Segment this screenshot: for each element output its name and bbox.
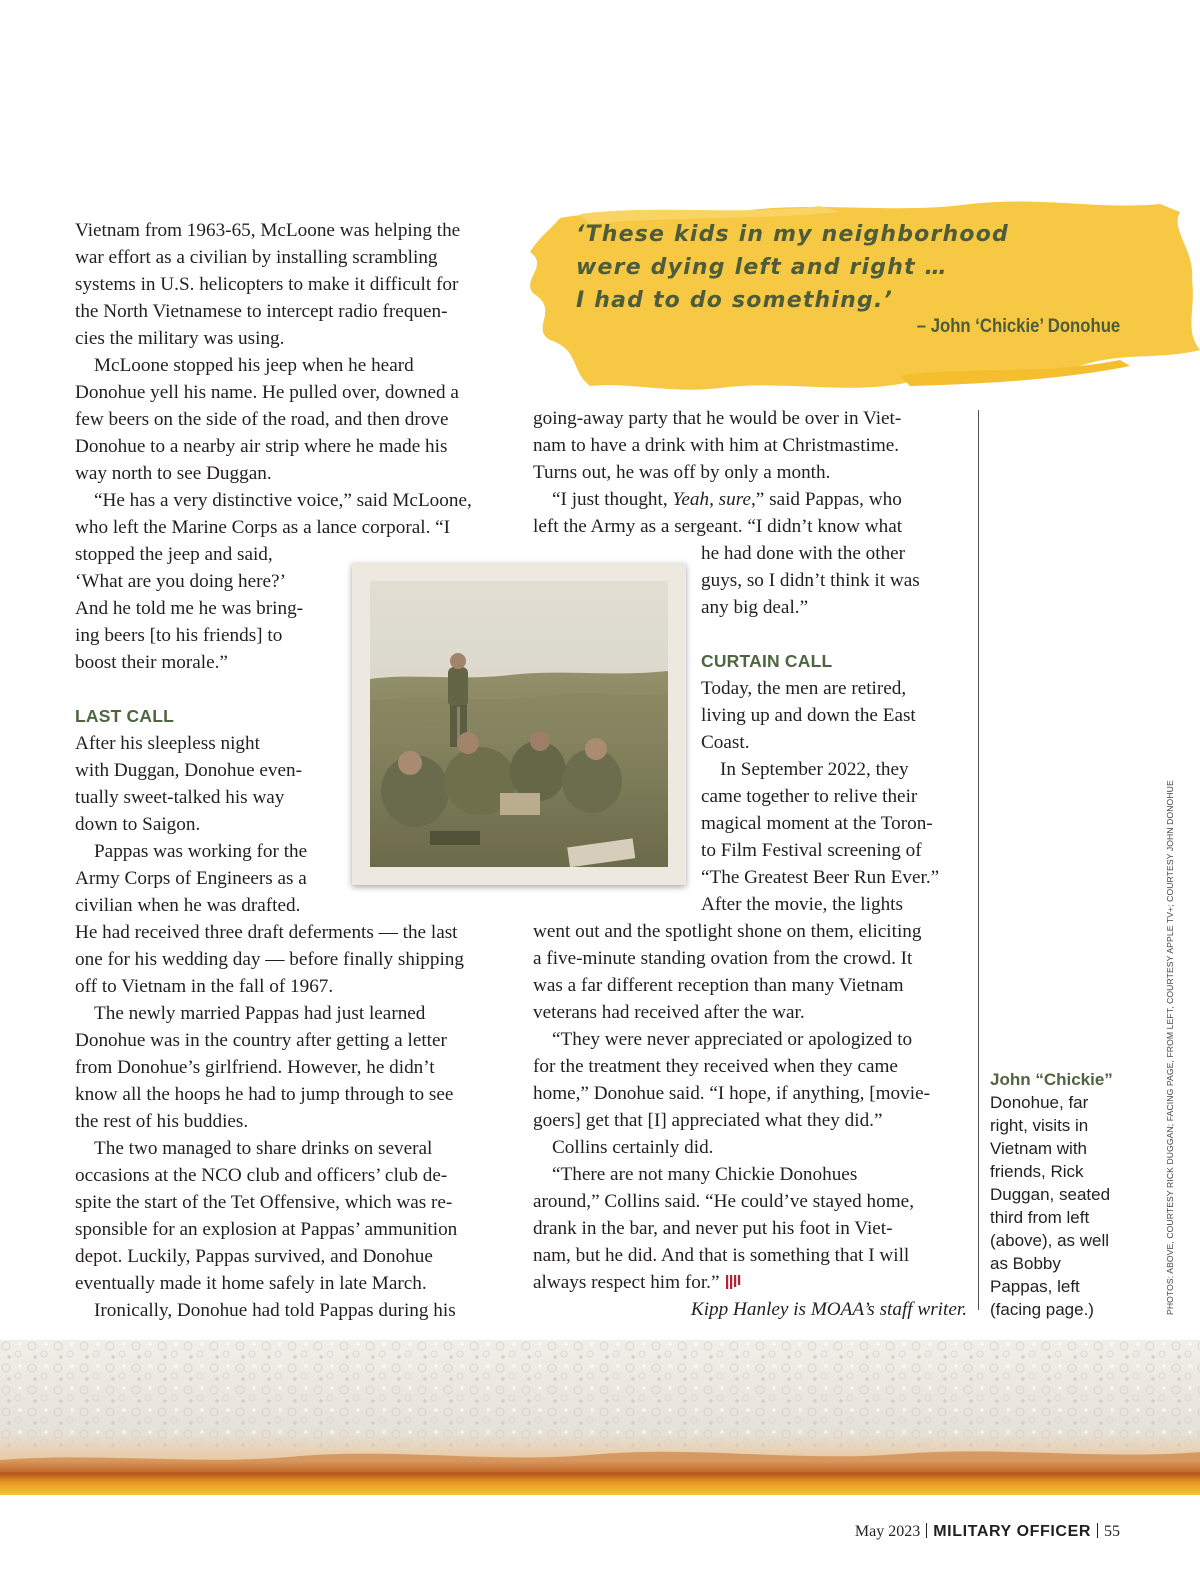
text-run: ,” said Pappas, who xyxy=(751,489,902,510)
photo-caption xyxy=(990,1068,1120,1321)
text-line: war effort as a civilian by installing scrambling xyxy=(75,247,438,268)
issue-date: May 2023 xyxy=(854,1523,921,1540)
text-line: spite the start of the Tet Offensive, which was re- xyxy=(75,1192,453,1213)
text-line: the rest of his buddies. xyxy=(75,1111,249,1132)
text-line: tually sweet-talked his way xyxy=(75,787,285,808)
text-line: systems in U.S. helicopters to make it difficult for xyxy=(75,274,459,295)
text-line: living up and down the East xyxy=(701,705,916,726)
text-line: ing beers [to his friends] to xyxy=(75,625,283,646)
text-line: Pappas was working for the xyxy=(94,841,308,862)
text-line: Turns out, he was off by only a month. xyxy=(533,462,831,483)
text-line: Today, the men are retired, xyxy=(701,678,907,699)
section-heading: CURTAIN CALL xyxy=(701,651,833,671)
text-line: The two managed to share drinks on several xyxy=(94,1138,433,1159)
text-line: few beers on the side of the road, and then drove xyxy=(75,409,449,430)
text-line: with Duggan, Donohue even- xyxy=(75,760,302,781)
text-line: After the movie, the lights xyxy=(701,894,903,915)
text-run: “I just thought, xyxy=(552,489,673,510)
text-line: from Donohue’s girlfriend. However, he didn’t xyxy=(75,1057,435,1078)
pull-quote-line: I had to do something.’ xyxy=(576,288,894,313)
text-line: came together to relive their xyxy=(701,786,918,807)
text-line: He had received three draft deferments — the last xyxy=(75,922,458,943)
beer-foam-decoration xyxy=(0,1340,1200,1495)
paragraph xyxy=(75,217,515,352)
pull-quote-line: ‘These kids in my neighborhood xyxy=(576,222,1009,247)
text-line: he had done with the other xyxy=(701,543,906,564)
text-line: home,” Donohue said. “I hope, if anything, [movie- xyxy=(533,1083,930,1104)
text-line: “There are not many Chickie Donohues xyxy=(552,1164,858,1185)
text-line: any big deal.” xyxy=(701,597,809,618)
text-line: Donohue yell his name. He pulled over, downed a xyxy=(75,382,459,403)
text-line: Vietnam from 1963-65, McLoone was helping the xyxy=(75,220,461,241)
text-line: a five-minute standing ovation from the crowd. It xyxy=(533,948,913,969)
paragraph xyxy=(75,1000,515,1135)
text-line: nam, but he did. And that is something that I will xyxy=(533,1245,910,1266)
text-line: After his sleepless night xyxy=(75,733,260,754)
text-line xyxy=(533,489,902,510)
paragraph xyxy=(533,1161,973,1296)
text-line: going-away party that he would be over in Viet- xyxy=(533,408,902,429)
text-line: always respect him for.” xyxy=(533,1272,720,1293)
caption-text: Donohue, far right, visits in Vietnam with friends, Rick Duggan, seated third from left (above), as well as Bobby Pappas, left (facing page.) xyxy=(990,1093,1111,1319)
text-line: Collins certainly did. xyxy=(552,1137,714,1158)
paragraph xyxy=(533,405,973,486)
photo-credit: PHOTOS: ABOVE, COURTESY RICK DUGGAN; FACING PAGE, FROM LEFT, COURTESY APPLE TV+; COURTESY JOHN DONOHUE xyxy=(1165,780,1175,1315)
vietnam-soldiers-photo xyxy=(370,581,668,867)
text-run-italic: Yeah, sure xyxy=(672,489,751,510)
author-signature: Kipp Hanley is MOAA’s staff writer. xyxy=(690,1299,967,1320)
paragraph xyxy=(533,1134,973,1161)
text-line: the North Vietnamese to intercept radio frequen- xyxy=(75,301,448,322)
text-line: “They were never appreciated or apologized to xyxy=(552,1029,913,1050)
text-line: for the treatment they received when they came xyxy=(533,1056,898,1077)
text-line: sponsible for an explosion at Pappas’ ammunition xyxy=(75,1219,458,1240)
vietnam-photo-frame xyxy=(352,563,686,885)
text-line: went out and the spotlight shone on them, eliciting xyxy=(533,921,922,942)
text-line: The newly married Pappas had just learned xyxy=(94,1003,426,1024)
text-line: goers] get that [I] appreciated what they did.” xyxy=(533,1110,883,1131)
text-line: Donohue was in the country after getting a letter xyxy=(75,1030,447,1051)
text-line: Ironically, Donohue had told Pappas during his xyxy=(94,1300,456,1321)
text-line: civilian when he was drafted. xyxy=(75,895,301,916)
paragraph xyxy=(75,1135,515,1297)
pull-quote-line: were dying left and right … xyxy=(576,255,948,280)
page-footer xyxy=(855,1523,1120,1541)
text-line: cies the military was using. xyxy=(75,328,285,349)
text-line: Army Corps of Engineers as a xyxy=(75,868,307,889)
text-line: drank in the bar, and never put his foot in Viet- xyxy=(533,1218,893,1239)
text-line: was a far different reception than many Vietnam xyxy=(533,975,904,996)
text-line: ‘What are you doing here?’ xyxy=(75,571,286,592)
text-line: guys, so I didn’t think it was xyxy=(701,570,920,591)
text-line: In September 2022, they xyxy=(720,759,909,780)
pull-quote-attribution: – John ‘Chickie’ Donohue xyxy=(916,316,1120,337)
pull-quote-text xyxy=(576,218,1176,317)
text-line: eventually made it home safely in late March. xyxy=(75,1273,427,1294)
page-number: 55 xyxy=(1104,1523,1120,1540)
text-line: depot. Luckily, Pappas survived, and Donohue xyxy=(75,1246,433,1267)
text-line: off to Vietnam in the fall of 1967. xyxy=(75,976,334,997)
text-line: Donohue to a nearby air strip where he made his xyxy=(75,436,448,457)
end-mark-flag-icon xyxy=(725,1274,741,1290)
text-line: who left the Marine Corps as a lance corporal. “I xyxy=(75,517,451,538)
text-line: “He has a very distinctive voice,” said McLoone, xyxy=(94,490,472,511)
text-line: left the Army as a sergeant. “I didn’t know what xyxy=(533,516,903,537)
column-divider xyxy=(978,410,979,1310)
paragraph xyxy=(533,1026,973,1134)
text-line: know all the hoops he had to jump through to see xyxy=(75,1084,454,1105)
text-line: nam to have a drink with him at Christmastime. xyxy=(533,435,900,456)
text-line: one for his wedding day — before finally shipping xyxy=(75,949,464,970)
text-line: McLoone stopped his jeep when he heard xyxy=(94,355,414,376)
paragraph xyxy=(75,1297,515,1324)
magazine-name: MILITARY OFFICER xyxy=(933,1523,1091,1540)
paragraph xyxy=(75,352,515,487)
text-line: down to Saigon. xyxy=(75,814,201,835)
text-line: boost their morale.” xyxy=(75,652,228,673)
text-line: “The Greatest Beer Run Ever.” xyxy=(701,867,940,888)
text-line: And he told me he was bring- xyxy=(75,598,304,619)
caption-name: John “Chickie” xyxy=(990,1070,1113,1089)
section-heading: LAST CALL xyxy=(75,706,175,726)
text-line: around,” Collins said. “He could’ve stayed home, xyxy=(533,1191,914,1212)
text-line: way north to see Duggan. xyxy=(75,463,272,484)
text-line: veterans had received after the war. xyxy=(533,1002,805,1023)
text-line: to Film Festival screening of xyxy=(701,840,922,861)
text-line: stopped the jeep and said, xyxy=(75,544,273,565)
text-line: occasions at the NCO club and officers’ club de- xyxy=(75,1165,448,1186)
pull-quote xyxy=(520,190,1200,400)
text-line: Coast. xyxy=(701,732,750,753)
text-line: magical moment at the Toron- xyxy=(701,813,933,834)
